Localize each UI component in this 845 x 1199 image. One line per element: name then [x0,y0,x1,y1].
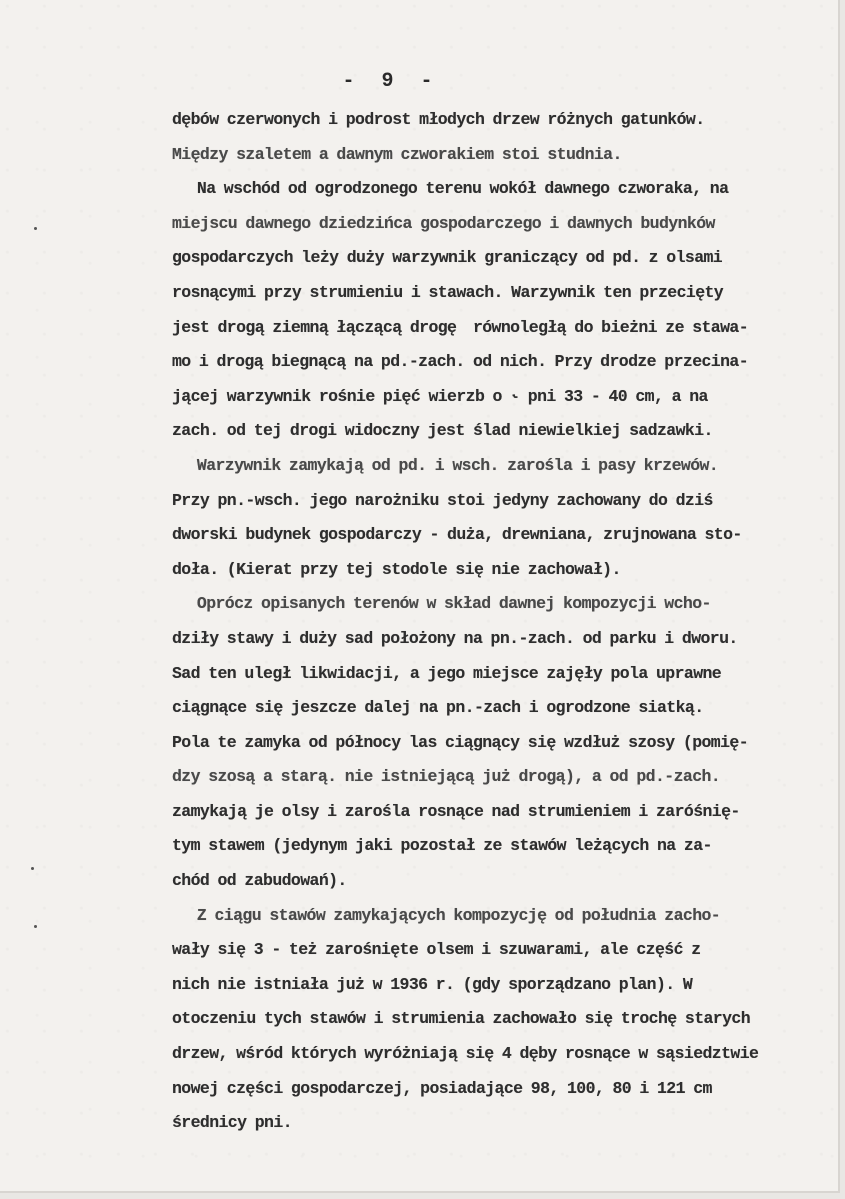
text-line: Przy pn.-wsch. jego narożniku stoi jedyny zachowany do dziś [172,490,713,510]
text-line: zamykają je olsy i zarośla rosnące nad strumieniem i zaróśnię- [172,801,740,821]
scan-speck [34,227,37,230]
text-line: jest drogą ziemną łączącą drogę równoległą do bieżni ze stawa- [172,317,749,337]
body-text [172,103,845,1141]
text-line: miejscu dawnego dziedzińca gospodarczego i dawnych budynków [172,213,715,233]
text-line: drzew, wśród których wyróżniają się 4 dęby rosnące w sąsiedztwie [172,1044,759,1064]
text-line: dzy szosą a starą. nie istniejącą już drogą), a od pd.-zach. [172,767,721,787]
text-line: Z ciągu stawów zamykających kompozycję od południa zacho- [172,905,721,925]
text-line: jącej warzywnik rośnie pięć wierzb o ˞ pni 33 - 40 cm, a na [172,386,708,406]
text-line: zach. od tej drogi widoczny jest ślad niewielkiej sadzawki. [172,421,713,441]
text-line: otoczeniu tych stawów i strumienia zachowało się trochę starych [172,1009,751,1029]
text-line: średnicy pni. [172,1113,292,1133]
text-line: Oprócz opisanych terenów w skład dawnej kompozycji wcho- [172,594,711,614]
text-line: doła. (Kierat przy tej stodole się nie zachował). [172,559,621,579]
text-line: nowej części gospodarczej, posiadające 98, 100, 80 i 121 cm [172,1078,712,1098]
text-line: tym stawem (jedynym jaki pozostał ze stawów leżących na za- [172,836,712,856]
text-line: mo i drogą biegnącą na pd.-zach. od nich. Przy drodze przecina- [172,352,749,372]
text-line: Sad ten uległ likwidacji, a jego miejsce zajęły pola uprawne [172,663,722,683]
page-number: - 9 - [342,70,434,93]
text-line: Pola te zamyka od północy las ciągnący się wzdłuż szosy (pomię- [172,732,749,752]
text-line: gospodarczych leży duży warzywnik graniczący od pd. z olsami [172,248,723,268]
scan-speck [31,867,34,870]
text-line: dziły stawy i duży sad położony na pn.-zach. od parku i dworu. [172,628,738,648]
text-line: Między szaletem a dawnym czworakiem stoi studnia. [172,144,622,164]
text-line: chód od zabudowań). [172,871,347,891]
text-line: ciągnące się jeszcze dalej na pn.-zach i ogrodzone siatką. [172,698,704,718]
text-line: nich nie istniała już w 1936 r. (gdy sporządzano plan). W [172,974,693,994]
text-line: wały się 3 - też zarośnięte olsem i szuwarami, ale część z [172,940,701,960]
text-line: dworski budynek gospodarczy - duża, drewniana, zrujnowana sto- [172,525,742,545]
scan-speck [34,925,37,928]
text-line: Na wschód od ogrodzonego terenu wokół dawnego czworaka, na [172,179,729,199]
text-line: rosnącymi przy strumieniu i stawach. Warzywnik ten przecięty [172,282,724,302]
text-line: dębów czerwonych i podrost młodych drzew różnych gatunków. [172,110,705,129]
text-line: Warzywnik zamykają od pd. i wsch. zarośla i pasy krzewów. [172,455,719,475]
